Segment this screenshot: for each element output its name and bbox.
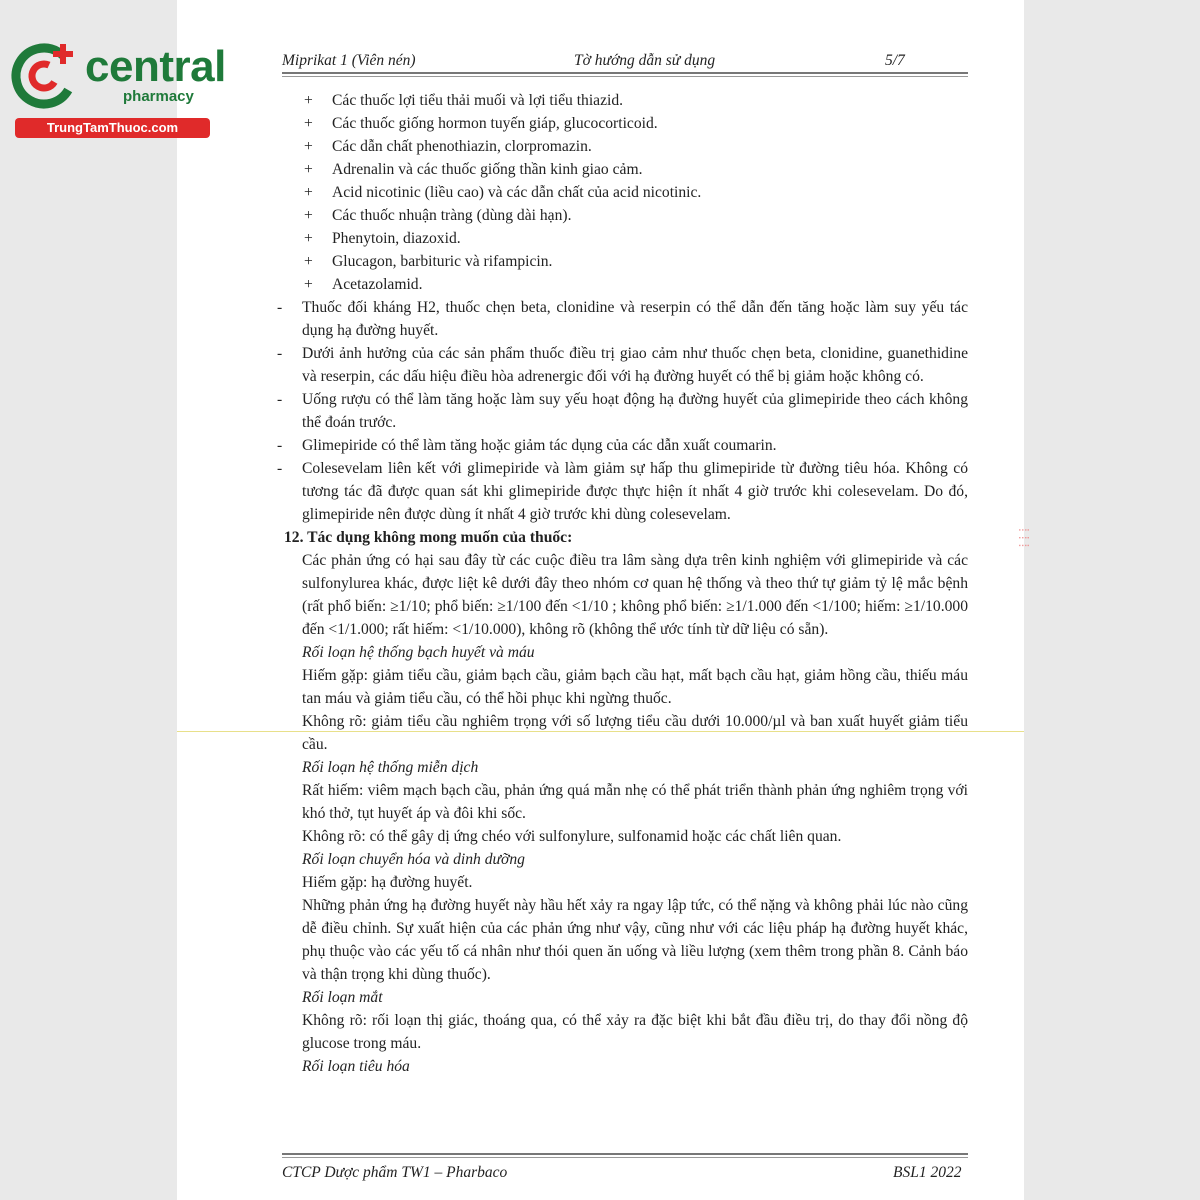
footer-rule: [282, 1153, 968, 1155]
header-rule: [282, 72, 968, 74]
list-item: + Glucagon, barbituric và rifampicin.: [282, 250, 968, 273]
page-header: [282, 52, 968, 72]
list-item: + Các thuốc nhuận tràng (dùng dài hạn).: [282, 204, 968, 227]
immune-unknown: Không rõ: có thể gây dị ứng chéo với sulfonylure, sulfonamid hoặc các chất liên quan.: [302, 828, 842, 845]
central-pharmacy-logo[interactable]: [0, 30, 226, 140]
header-doc-type: Tờ hướng dẫn sử dụng: [574, 52, 716, 69]
metabolism-rare: Hiếm gặp: hạ đường huyết.: [302, 874, 473, 891]
interaction-item: - Colesevelam liên kết với glimepiride và làm giảm sự hấp thu glimepiride từ đường tiêu hóa. Không có tương tác đã được quan sát khi glimepiride được thực hiện ít nhất 4 giờ trước khi colesevelam. Do đó, glimepiride nên được dùng ít nhất 4 giờ trước khi dùng colesevelam.: [282, 457, 968, 526]
metabolism-text: Những phản ứng hạ đường huyết này hầu hết xảy ra ngay lập tức, có thể nặng và không phải lúc nào cũng dễ điều chỉnh. Sự xuất hiện của các phản ứng như vậy, cũng như với các liệu pháp hạ đường huyết khác, phụ thuộc vào các yếu tố cá nhân như thói quen ăn uống và liều lượng (xem thêm trong phần 8. Cảnh báo và thận trọng khi dùng thuốc).: [302, 897, 968, 983]
interaction-item: - Uống rượu có thể làm tăng hoặc làm suy yếu hoạt động hạ đường huyết của glimepiride theo cách không thể đoán trước.: [282, 388, 968, 434]
interaction-item: - Thuốc đối kháng H2, thuốc chẹn beta, clonidine và reserpin có thể dẫn đến tăng hoặc làm suy yếu tác dụng hạ đường huyết.: [282, 296, 968, 342]
subsection-title-immune: Rối loạn hệ thống miễn dịch: [302, 759, 479, 776]
subsection-title-blood: Rối loạn hệ thống bạch huyết và máu: [302, 644, 535, 661]
list-item: + Các thuốc lợi tiểu thải muối và lợi tiểu thiazid.: [282, 89, 968, 112]
interaction-item: - Glimepiride có thể làm tăng hoặc giảm tác dụng của các dẫn xuất coumarin.: [282, 434, 968, 457]
list-item: + Acid nicotinic (liều cao) và các dẫn chất của acid nicotinic.: [282, 181, 968, 204]
interaction-item: - Dưới ảnh hưởng của các sản phẩm thuốc điều trị giao cảm như thuốc chẹn beta, clonidine, guanethidine và reserpin, các dấu hiệu điều hòa adrenergic đối với hạ đường huyết có thể bị giảm hoặc không có.: [282, 342, 968, 388]
footer-rule-thin: [282, 1157, 968, 1158]
scan-artifact-line: [177, 731, 1024, 732]
eye-unknown: Không rõ: rối loạn thị giác, thoáng qua, có thể xảy ra đặc biệt khi bắt đầu điều trị, do thay đổi nồng độ glucose trong máu.: [302, 1012, 968, 1052]
section-12-title: 12. Tác dụng không mong muốn của thuốc:: [284, 529, 573, 546]
footer-code: BSL1 2022: [893, 1164, 962, 1181]
page-footer: [282, 1164, 968, 1184]
pharmacy-cross-icon: [8, 36, 88, 116]
blood-rare: Hiếm gặp: giảm tiểu cầu, giảm bạch cầu, giảm bạch cầu hạt, mất bạch cầu hạt, giảm hồng cầu, thiếu máu tan máu và giảm tiểu cầu, có thể hồi phục khi ngừng thuốc.: [302, 667, 968, 707]
section-12-intro: Các phản ứng có hại sau đây từ các cuộc điều tra lâm sàng dựa trên kinh nghiệm với glimepiride và các sulfonylurea khác, được liệt kê dưới đây theo nhóm cơ quan hệ thống và theo thứ tự giảm tỷ lệ mắc bệnh (rất phổ biến: ≥1/10; phổ biến: ≥1/100 đến <1/10 ; không phổ biến: ≥1/1.000 đến <1/100; hiếm: ≥1/10.000 đến <1/1.000; rất hiếm: <1/10.000), không rõ (không thể ước tính từ dữ liệu có sẵn).: [302, 552, 968, 638]
footer-company: CTCP Dược phẩm TW1 – Pharbaco: [282, 1164, 508, 1181]
list-item: + Adrenalin và các thuốc giống thần kinh giao cảm.: [282, 158, 968, 181]
header-product: Miprikat 1 (Viên nén): [282, 52, 416, 69]
header-rule-thin: [282, 76, 968, 77]
document-body: [282, 89, 968, 1078]
logo-brand: central: [85, 42, 226, 91]
stamp-mark: ⁞ ⁞ ⁞: [1016, 528, 1032, 548]
subsection-title-gi: Rối loạn tiêu hóa: [302, 1058, 410, 1075]
blood-unknown: Không rõ: giảm tiểu cầu nghiêm trọng với số lượng tiểu cầu dưới 10.000/µl và ban xuất huyết giảm tiểu cầu.: [302, 713, 968, 753]
logo-site-url[interactable]: TrungTamThuoc.com: [15, 118, 210, 138]
list-item: + Phenytoin, diazoxid.: [282, 227, 968, 250]
subsection-title-eye: Rối loạn mắt: [302, 989, 383, 1006]
subsection-title-metabolism: Rối loạn chuyển hóa và dinh dưỡng: [302, 851, 525, 868]
list-item: + Các dẫn chất phenothiazin, clorpromazin.: [282, 135, 968, 158]
immune-very-rare: Rất hiếm: viêm mạch bạch cầu, phản ứng quá mẫn nhẹ có thể phát triển thành phản ứng nghiêm trọng với khó thở, tụt huyết áp và đôi khi sốc.: [302, 782, 968, 822]
header-page-number: 5/7: [885, 52, 905, 69]
list-item: + Các thuốc giống hormon tuyến giáp, glucocorticoid.: [282, 112, 968, 135]
logo-subtitle: pharmacy: [123, 88, 194, 105]
list-item: + Acetazolamid.: [282, 273, 968, 296]
